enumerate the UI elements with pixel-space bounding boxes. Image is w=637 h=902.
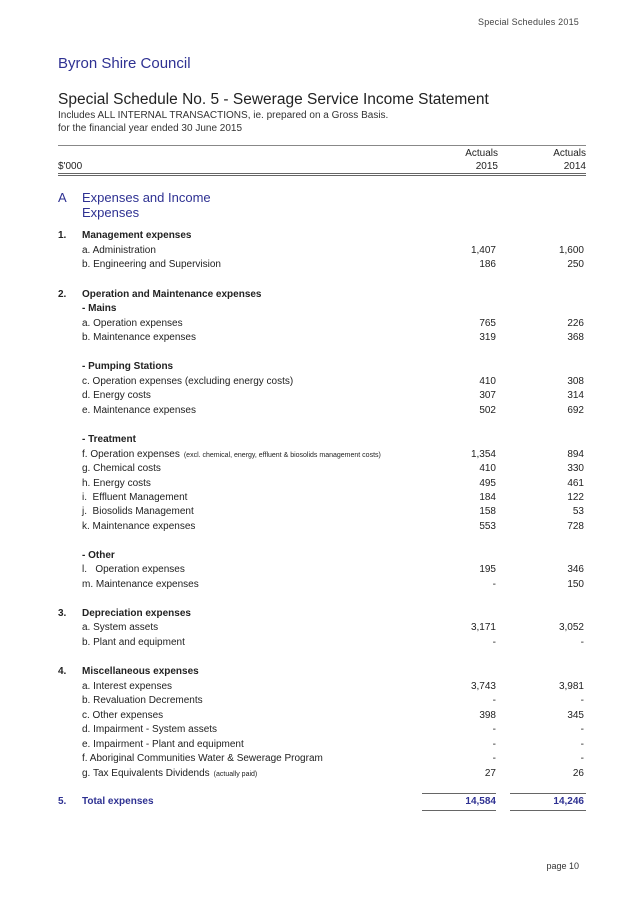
row-label [82,752,323,766]
row-label [82,723,217,737]
section-heading-row [58,288,586,302]
section-heading-row [58,665,586,679]
row-label [82,229,192,243]
schedule-title: Special Schedule No. 5 - Sewerage Service Income Statement [58,91,489,108]
table-row [58,767,586,781]
row-label-text: a. Administration [82,245,156,256]
row-label-text: g. Tax Equivalents Dividends [82,768,210,779]
table-row [58,331,586,345]
value-2015: - [492,695,496,706]
value-2014: 3,981 [558,681,584,692]
total-row [58,795,586,809]
value-2014: 728 [567,521,584,532]
section-title-line1: Expenses and Income [82,190,211,205]
value-2014: 692 [567,405,584,416]
table-row [58,505,586,519]
row-label-text: d. Impairment - System assets [82,724,218,735]
row-label-text: a. System assets [82,622,159,633]
row-label [82,448,381,463]
value-2014: 330 [567,463,584,474]
section-heading-row [58,229,586,243]
row-label-text: b. Revaluation Decrements [82,695,203,706]
section-letter: A [58,190,67,205]
row-number: 2. [58,289,67,300]
value-2015: - [492,637,496,648]
unit-label: $'000 [58,161,83,172]
running-header: Special Schedules 2015 [478,17,579,27]
row-label [82,302,116,316]
row-label [82,549,115,563]
total-2014: 14,246 [553,796,584,807]
value-2014: 308 [567,376,584,387]
value-2015: 158 [479,506,496,517]
header-rule [58,145,586,146]
row-label-text: - Mains [82,303,117,314]
table-row [58,723,586,737]
value-2014: - [580,753,584,764]
value-2014: - [580,637,584,648]
col1-year: 2015 [475,161,498,172]
row-label-text: - Other [82,550,115,561]
row-label-text: f. Aboriginal Communities Water & Sewerage Program [82,753,323,764]
row-label [82,360,173,374]
value-2015: 502 [479,405,496,416]
row-label-text: m. Maintenance expenses [82,579,199,590]
table-row [58,636,586,650]
row-label-text: f. Operation expenses [82,449,180,460]
row-label-text: Miscellaneous expenses [82,666,199,677]
row-label-text: j. Biosolids Management [82,506,194,517]
subheading-row [58,549,586,563]
value-2015: 553 [479,521,496,532]
table-row [58,694,586,708]
row-label-note: (actually paid) [213,771,258,778]
row-label-text: d. Energy costs [82,390,151,401]
table-row [58,404,586,418]
value-2015: 195 [479,564,496,575]
value-2014: - [580,695,584,706]
total-rule-top-2015 [422,793,496,794]
table-row [58,578,586,592]
row-label-text: Operation and Maintenance expenses [82,289,262,300]
value-2015: 27 [484,768,496,779]
value-2015: 1,354 [470,449,496,460]
value-2014: 226 [567,318,584,329]
value-2015: - [492,739,496,750]
row-label-text: i. Effluent Management [82,492,188,503]
value-2014: 26 [572,768,584,779]
section-title-line2: Expenses [82,205,140,220]
value-2014: 122 [567,492,584,503]
page-number: page 10 [546,861,579,871]
total-label: Total expenses [82,796,154,807]
value-2014: 314 [567,390,584,401]
value-2014: 250 [567,259,584,270]
value-2015: 307 [479,390,496,401]
table-row [58,462,586,476]
row-label [82,694,203,708]
value-2015: 319 [479,332,496,343]
row-label [82,563,185,577]
value-2015: - [492,724,496,735]
row-label [82,288,262,302]
row-label-text: c. Operation expenses (excluding energy costs) [82,376,294,387]
value-2014: - [580,724,584,735]
value-2014: - [580,739,584,750]
value-2014: 150 [567,579,584,590]
row-label [82,505,194,519]
row-label [82,244,156,258]
table-row [58,738,586,752]
row-label [82,433,136,447]
row-label [82,665,199,679]
table-row [58,680,586,694]
row-number: 3. [58,608,67,619]
value-2014: 3,052 [558,622,584,633]
row-label-text: Depreciation expenses [82,608,191,619]
value-2015: 495 [479,478,496,489]
row-number: 1. [58,230,67,241]
value-2014: 1,600 [558,245,584,256]
value-2014: 53 [572,506,584,517]
table-row [58,244,586,258]
row-label-text: h. Energy costs [82,478,151,489]
section-heading-row [58,607,586,621]
row-label-text: k. Maintenance expenses [82,521,196,532]
organisation-name: Byron Shire Council [58,55,191,72]
value-2014: 346 [567,564,584,575]
subheading-row [58,360,586,374]
row-label-text: g. Chemical costs [82,463,161,474]
row-label [82,520,195,534]
value-2015: - [492,753,496,764]
subheading-row [58,433,586,447]
value-2015: 184 [479,492,496,503]
row-label [82,738,244,752]
value-2014: 368 [567,332,584,343]
total-2015: 14,584 [465,796,496,807]
table-row [58,563,586,577]
table-row [58,258,586,272]
value-2014: 345 [567,710,584,721]
row-label [82,636,185,650]
row-label [82,477,151,491]
row-label [82,578,199,592]
row-label-text: e. Maintenance expenses [82,405,196,416]
table-row [58,621,586,635]
row-label [82,258,221,272]
row-label-text: l. Operation expenses [82,564,185,575]
row-label-text: a. Operation expenses [82,318,183,329]
table-row [58,375,586,389]
row-label [82,621,158,635]
subheading-row [58,302,586,316]
section-title [82,190,211,220]
total-rule-top-2014 [510,793,586,794]
table-row [58,317,586,331]
row-label-text: - Pumping Stations [82,361,174,372]
row-label-text: e. Impairment - Plant and equipment [82,739,244,750]
column-header-rule-double [58,175,586,176]
row-label-text: b. Plant and equipment [82,637,185,648]
table-row [58,389,586,403]
row-label-text: c. Other expenses [82,710,164,721]
row-label-text: Management expenses [82,230,192,241]
row-label [82,491,187,505]
row-label [82,709,163,723]
total-rule-bottom-2015 [422,810,496,811]
row-label-text: - Treatment [82,434,136,445]
value-2015: - [492,579,496,590]
value-2015: 186 [479,259,496,270]
value-2015: 3,171 [470,622,496,633]
table-row [58,709,586,723]
value-2015: 398 [479,710,496,721]
table-row [58,752,586,766]
col2-year: 2014 [563,161,586,172]
value-2015: 410 [479,376,496,387]
row-label-text: b. Maintenance expenses [82,332,196,343]
row-label [82,375,293,389]
row-label-text: b. Engineering and Supervision [82,259,221,270]
value-2014: 461 [567,478,584,489]
row-label [82,607,191,621]
table-row [58,520,586,534]
row-label [82,404,196,418]
total-rule-bottom-2014 [510,810,586,811]
value-2015: 765 [479,318,496,329]
col1-heading: Actuals [465,148,498,159]
table-row [58,448,586,462]
value-2015: 3,743 [470,681,496,692]
row-label [82,389,151,403]
row-label [82,767,257,782]
table-row [58,477,586,491]
row-number: 4. [58,666,67,677]
table-row [58,491,586,505]
row-label [82,317,183,331]
row-label [82,331,196,345]
row-label [82,462,161,476]
value-2015: 410 [479,463,496,474]
value-2015: 1,407 [470,245,496,256]
row-label-note: (excl. chemical, energy, effluent & biosolids management costs) [183,452,381,459]
total-number: 5. [58,796,67,807]
value-2014: 894 [567,449,584,460]
row-label [82,680,172,694]
subtitle-period: for the financial year ended 30 June 2015 [58,123,243,134]
col2-heading: Actuals [553,148,586,159]
column-header-rule [58,173,586,174]
subtitle-basis: Includes ALL INTERNAL TRANSACTIONS, ie. prepared on a Gross Basis. [58,110,389,121]
row-label-text: a. Interest expenses [82,681,173,692]
